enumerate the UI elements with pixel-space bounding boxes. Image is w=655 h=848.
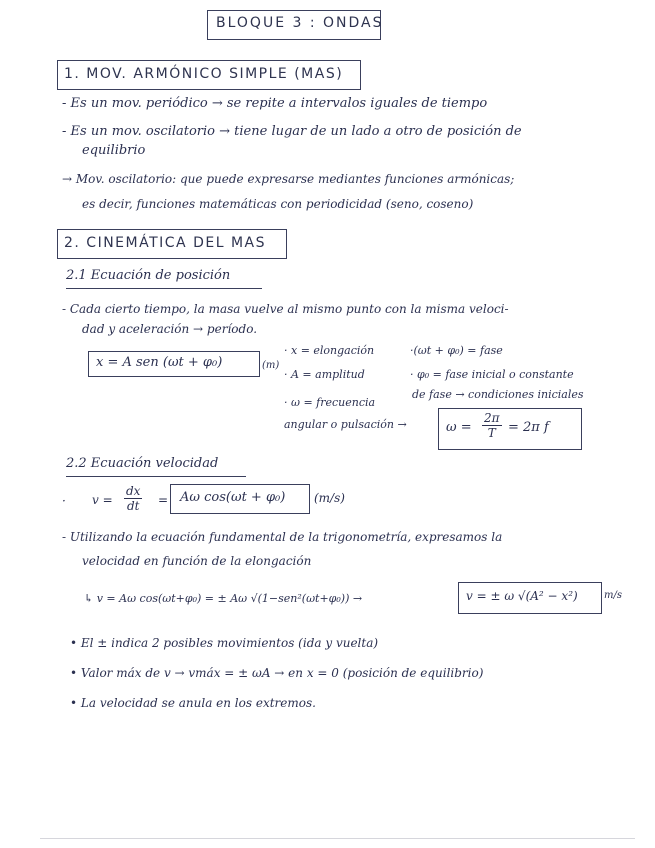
legend-initial-phase: · φ₀ = fase inicial o constante <box>410 368 574 381</box>
section1-arrow-note-cont: es decir, funciones matemáticas con periodicidad (seno, coseno) <box>82 197 474 211</box>
page-title: BLOQUE 3 : ONDAS <box>216 15 384 31</box>
position-description-cont: dad y aceleración → período. <box>82 322 258 336</box>
legend-phase: ·(ωt + φ₀) = fase <box>410 344 503 357</box>
legend-frequency: · ω = frecuencia <box>284 396 376 409</box>
position-formula: x = A sen (ωt + φ₀) <box>96 355 223 370</box>
omega-rhs: = 2π f <box>508 420 549 435</box>
omega-denominator: T <box>487 426 496 440</box>
velocity-bullet: · <box>62 494 66 508</box>
section1-bullet-cont: equilibrio <box>82 143 146 158</box>
velocity-note: • La velocidad se anula en los extremos. <box>70 696 316 710</box>
section1-title: 1. MOV. ARMÓNICO SIMPLE (MAS) <box>64 66 344 82</box>
velocity-unit: (m/s) <box>314 491 345 505</box>
position-description: - Cada cierto tiempo, la masa vuelve al mismo punto con la misma veloci- <box>62 302 509 316</box>
final-velocity-unit: m/s <box>604 590 622 601</box>
page-bottom-rule <box>40 838 635 839</box>
velocity-denominator: dt <box>126 499 140 513</box>
subsection-2-2-underline <box>66 476 246 477</box>
section2-title: 2. CINEMÁTICA DEL MAS <box>64 235 267 251</box>
velocity-eq: = <box>158 493 169 507</box>
section1-arrow-note: → Mov. oscilatorio: que puede expresarse mediantes funciones armónicas; <box>62 172 515 186</box>
legend-elongation: · x = elongación <box>284 344 375 357</box>
velocity-note: • Valor máx de v → vmáx = ± ωA → en x = 0 (posición de equilibrio) <box>70 666 484 680</box>
velocity-numerator: dx <box>126 484 141 498</box>
section1-bullet: - Es un mov. periódico → se repite a intervalos iguales de tiempo <box>62 96 488 111</box>
velocity-note: • El ± indica 2 posibles movimientos (ida y vuelta) <box>70 636 379 650</box>
omega-fraction <box>482 411 502 440</box>
velocity-description: - Utilizando la ecuación fundamental de la trigonometría, expresamos la <box>62 530 503 544</box>
velocity-description-cont: velocidad en función de la elongación <box>82 554 312 568</box>
subsection-2-2-title: 2.2 Ecuación velocidad <box>66 456 219 471</box>
omega-numerator: 2π <box>484 411 500 425</box>
velocity-lhs: v = <box>92 493 113 507</box>
velocity-derivation: ↳ v = Aω cos(ωt+φ₀) = ± Aω √(1−sen²(ωt+φ₀)) → <box>84 592 363 605</box>
legend-initial-phase-cont: de fase → condiciones iniciales <box>412 388 584 401</box>
velocity-formula: Aω cos(ωt + φ₀) <box>180 490 286 505</box>
velocity-derivative <box>124 484 142 513</box>
position-unit: (m) <box>262 360 280 371</box>
omega-lhs: ω = <box>446 420 472 435</box>
legend-angular: angular o pulsación → <box>284 418 407 431</box>
subsection-2-1-underline <box>66 288 262 289</box>
subsection-2-1-title: 2.1 Ecuación de posición <box>66 268 231 283</box>
final-velocity-formula: v = ± ω √(A² − x²) <box>466 589 578 603</box>
legend-amplitude: · A = amplitud <box>284 368 365 381</box>
section1-bullet: - Es un mov. oscilatorio → tiene lugar de un lado a otro de posición de <box>62 124 522 139</box>
